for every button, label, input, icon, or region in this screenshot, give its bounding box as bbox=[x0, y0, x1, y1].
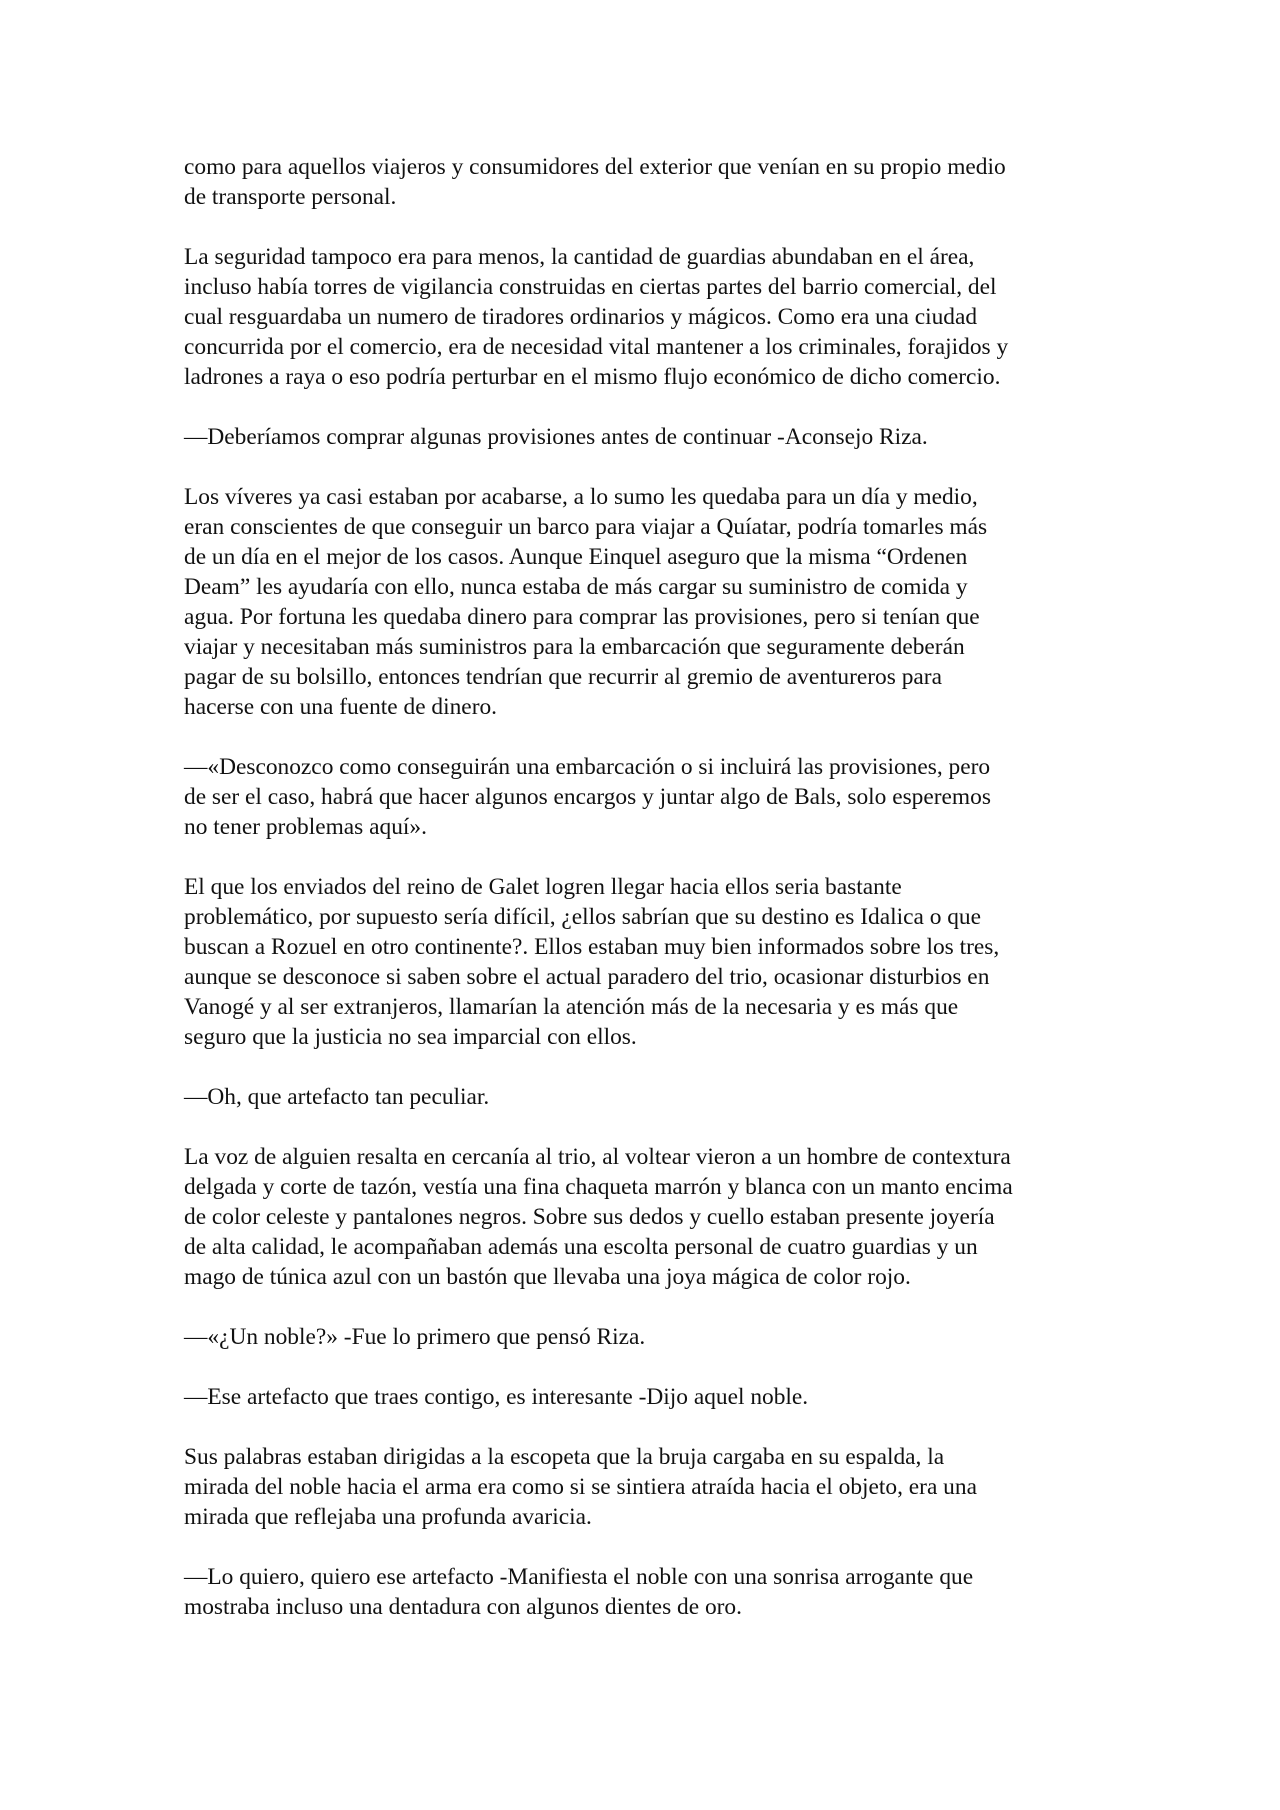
text-line: aunque se desconoce si saben sobre el actual paradero del trio, ocasionar disturbios en bbox=[184, 964, 990, 990]
text-line: de color celeste y pantalones negros. Sobre sus dedos y cuello estaban presente joyería bbox=[184, 1204, 995, 1230]
document-body bbox=[184, 152, 1104, 1652]
text-line: —Lo quiero, quiero ese artefacto -Manifiesta el noble con una sonrisa arrogante que bbox=[184, 1564, 974, 1590]
text-line: eran conscientes de que conseguir un barco para viajar a Quíatar, podría tomarles más bbox=[184, 514, 988, 540]
text-line: viajar y necesitaban más suministros para la embarcación que seguramente deberán bbox=[184, 634, 965, 660]
text-line: mago de túnica azul con un bastón que llevaba una joya mágica de color rojo. bbox=[184, 1264, 911, 1290]
text-line: —«¿Un noble?» -Fue lo primero que pensó Riza. bbox=[184, 1324, 646, 1350]
text-line: Sus palabras estaban dirigidas a la escopeta que la bruja cargaba en su espalda, la bbox=[184, 1444, 945, 1470]
paragraph bbox=[184, 152, 1104, 212]
text-line: de transporte personal. bbox=[184, 184, 397, 210]
paragraph bbox=[184, 1082, 1104, 1112]
text-line: —Deberíamos comprar algunas provisiones antes de continuar -Aconsejo Riza. bbox=[184, 424, 928, 450]
text-line: buscan a Rozuel en otro continente?. Ellos estaban muy bien informados sobre los tres, bbox=[184, 934, 1000, 960]
text-line: Vanogé y al ser extranjeros, llamarían la atención más de la necesaria y es más que bbox=[184, 994, 959, 1020]
text-line: de alta calidad, le acompañaban además una escolta personal de cuatro guardias y un bbox=[184, 1234, 978, 1260]
text-line: cual resguardaba un numero de tiradores ordinarios y mágicos. Como era una ciudad bbox=[184, 304, 978, 330]
text-line: concurrida por el comercio, era de necesidad vital mantener a los criminales, forajidos y bbox=[184, 334, 1009, 360]
text-line: incluso había torres de vigilancia construidas en ciertas partes del barrio comercial, del bbox=[184, 274, 997, 300]
text-line: mostraba incluso una dentadura con algunos dientes de oro. bbox=[184, 1594, 742, 1620]
paragraph bbox=[184, 1322, 1104, 1352]
text-line: como para aquellos viajeros y consumidores del exterior que venían en su propio medio bbox=[184, 154, 1006, 180]
paragraph bbox=[184, 872, 1104, 1052]
text-line: seguro que la justicia no sea imparcial con ellos. bbox=[184, 1024, 637, 1050]
paragraph bbox=[184, 1142, 1104, 1292]
paragraph bbox=[184, 1382, 1104, 1412]
paragraph bbox=[184, 1562, 1104, 1622]
text-line: La seguridad tampoco era para menos, la cantidad de guardias abundaban en el área, bbox=[184, 244, 975, 270]
text-line: hacerse con una fuente de dinero. bbox=[184, 694, 498, 720]
text-line: problemático, por supuesto sería difícil, ¿ellos sabrían que su destino es Idalica o que bbox=[184, 904, 982, 930]
text-line: El que los enviados del reino de Galet logren llegar hacia ellos seria bastante bbox=[184, 874, 902, 900]
text-line: no tener problemas aquí». bbox=[184, 814, 427, 840]
paragraph bbox=[184, 1442, 1104, 1532]
text-line: de ser el caso, habrá que hacer algunos encargos y juntar algo de Bals, solo esperemos bbox=[184, 784, 991, 810]
text-line: pagar de su bolsillo, entonces tendrían que recurrir al gremio de aventureros para bbox=[184, 664, 942, 690]
text-line: mirada del noble hacia el arma era como si se sintiera atraída hacia el objeto, era una bbox=[184, 1474, 977, 1500]
text-line: de un día en el mejor de los casos. Aunque Einquel aseguro que la misma “Ordenen bbox=[184, 544, 968, 570]
paragraph bbox=[184, 422, 1104, 452]
text-line: —«Desconozco como conseguirán una embarcación o si incluirá las provisiones, pero bbox=[184, 754, 991, 780]
text-line: mirada que reflejaba una profunda avaricia. bbox=[184, 1504, 592, 1530]
paragraph bbox=[184, 482, 1104, 722]
text-line: Deam” les ayudaría con ello, nunca estaba de más cargar su suministro de comida y bbox=[184, 574, 968, 600]
text-line: —Ese artefacto que traes contigo, es interesante -Dijo aquel noble. bbox=[184, 1384, 809, 1410]
text-line: Los víveres ya casi estaban por acabarse, a lo sumo les quedaba para un día y medio, bbox=[184, 484, 978, 510]
paragraph bbox=[184, 242, 1104, 392]
paragraph bbox=[184, 752, 1104, 842]
text-line: delgada y corte de tazón, vestía una fina chaqueta marrón y blanca con un manto encima bbox=[184, 1174, 1013, 1200]
text-line: agua. Por fortuna les quedaba dinero para comprar las provisiones, pero si tenían que bbox=[184, 604, 980, 630]
text-line: ladrones a raya o eso podría perturbar en el mismo flujo económico de dicho comercio. bbox=[184, 364, 1001, 390]
text-line: —Oh, que artefacto tan peculiar. bbox=[184, 1084, 490, 1110]
text-line: La voz de alguien resalta en cercanía al trio, al voltear vieron a un hombre de contextura bbox=[184, 1144, 1011, 1170]
